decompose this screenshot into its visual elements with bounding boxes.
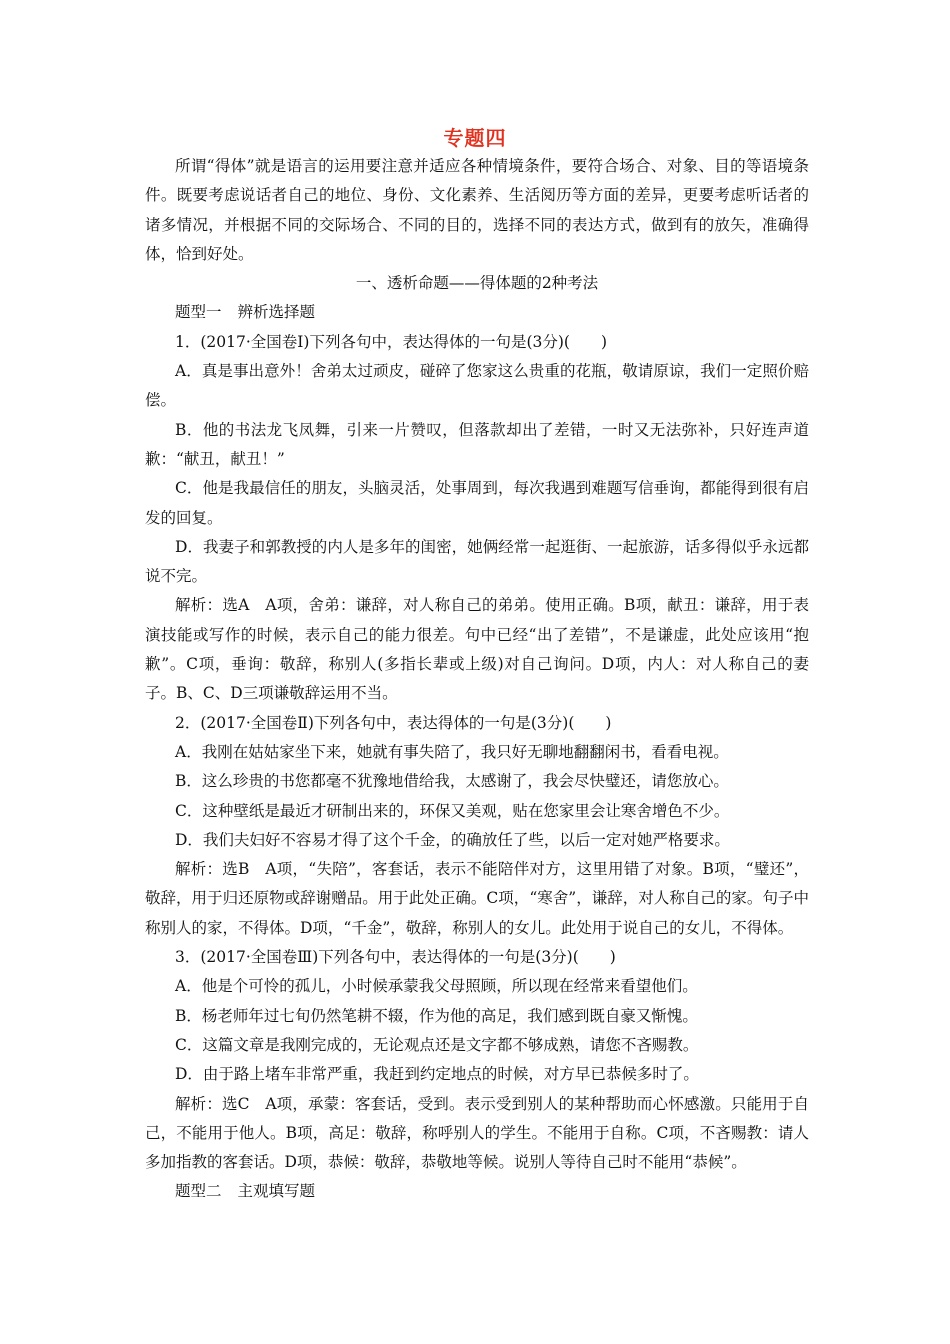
question-1-option-c: C．他是我最信任的朋友，头脑灵活，处事周到，每次我遇到难题写信垂询，都能得到很有启发的回复。 — [145, 479, 809, 527]
page-title: 专题四 — [443, 126, 507, 150]
question-1-analysis: 解析：选A A项，舍弟：谦辞，对人称自己的弟弟。使用正确。B项，献丑：谦辞，用于表演技能或写作的时候，表示自己的能力很差。句中已经“出了差错”，不是谦虚，此处应该用“抱歉”。C项，垂询：敬辞，称别人(多指长辈或上级)对自己询问。D项，内人：对人称自己的妻子。B、C、D三项谦敬辞运用不当。 — [145, 596, 809, 703]
question-3-option-c: C．这篇文章是我刚完成的，无论观点还是文字都不够成熟，请您不吝赐教。 — [175, 1035, 699, 1054]
question-3-option-d: D．由于路上堵车非常严重，我赶到约定地点的时候，对方早已恭候多时了。 — [175, 1065, 699, 1084]
question-1-option-b: B．他的书法龙飞凤舞，引来一片赞叹，但落款却出了差错，一时又无法弥补，只好连声道歉：“献丑，献丑！” — [145, 420, 809, 468]
type-two-name: 主观填写题 — [237, 1182, 316, 1201]
question-1-option-a: A．真是事出意外！舍弟太过顽皮，碰碎了您家这么贵重的花瓶，敬请原谅，我们一定照价赔偿。 — [145, 362, 809, 410]
question-2-option-d: D．我们夫妇好不容易才得了这个千金，的确放任了些，以后一定对她严格要求。 — [175, 830, 730, 849]
question-3-stem: 3．(2017·全国卷Ⅲ)下列各句中，表达得体的一句是(3分)( ) — [175, 948, 616, 967]
section-heading: 一、透析命题——得体题的2种考法 — [355, 274, 599, 293]
intro-paragraph: 所谓“得体”就是语言的运用要注意并适应各种情境条件，要符合场合、对象、目的等语境条件。既要考虑说话者自己的地位、身份、文化素养、生活阅历等方面的差异，更要考虑听话者的诸多情况，并根据不同的交际场合、不同的目的，选择不同的表达方式，做到有的放矢，准确得体，恰到好处。 — [145, 157, 809, 263]
question-1-option-d: D．我妻子和郭教授的内人是多年的闺密，她俩经常一起逛街、一起旅游，话多得似乎永远都说不完。 — [145, 537, 809, 586]
question-3-option-b: B．杨老师年过七旬仍然笔耕不辍，作为他的高足，我们感到既自豪又惭愧。 — [175, 1006, 698, 1025]
question-type-two-heading — [145, 1177, 809, 1206]
question-type-one-heading — [145, 298, 809, 327]
question-3-analysis: 解析：选C A项，承蒙：客套话，受到。表示受到别人的某种帮助而心怀感激。只能用于自己，不能用于他人。B项，高足：敬辞，称呼别人的学生。不能用于自称。C项，不吝赐教：请人多加指教的客套话。D项，恭候：敬辞，恭敬地等候。说别人等待自己时不能用“恭候”。 — [145, 1094, 809, 1172]
question-1-stem: 1．(2017·全国卷Ⅰ)下列各句中，表达得体的一句是(3分)( ) — [175, 332, 608, 351]
document-body — [145, 152, 809, 1207]
question-2-option-a: A．我刚在姑姑家坐下来，她就有事失陪了，我只好无聊地翻翻闲书，看看电视。 — [175, 742, 729, 761]
type-one-name: 辨析选择题 — [237, 303, 316, 322]
question-2-stem: 2．(2017·全国卷Ⅱ)下列各句中，表达得体的一句是(3分)( ) — [175, 713, 612, 732]
question-3-option-a: A．他是个可怜的孤儿，小时候承蒙我父母照顾，所以现在经常来看望他们。 — [175, 977, 698, 996]
question-2-option-c: C．这种壁纸是最近才研制出来的，环保又美观，贴在您家里会让寒舍增色不少。 — [175, 801, 730, 820]
type-two-prefix: 题型二 — [175, 1182, 222, 1201]
question-2-analysis: 解析：选B A项，“失陪”，客套话，表示不能陪伴对方，这里用错了对象。B项，“璧还”，敬辞，用于归还原物或辞谢赠品。用于此处正确。C项，“寒舍”，谦辞，对人称自己的家。句子中称别人的家，不得体。D项，“千金”，敬辞，称别人的女儿。此处用于说自己的女儿，不得体。 — [145, 860, 809, 937]
type-one-prefix: 题型一 — [175, 303, 222, 322]
question-2-option-b: B．这么珍贵的书您都毫不犹豫地借给我，太感谢了，我会尽快璧还，请您放心。 — [175, 772, 729, 791]
